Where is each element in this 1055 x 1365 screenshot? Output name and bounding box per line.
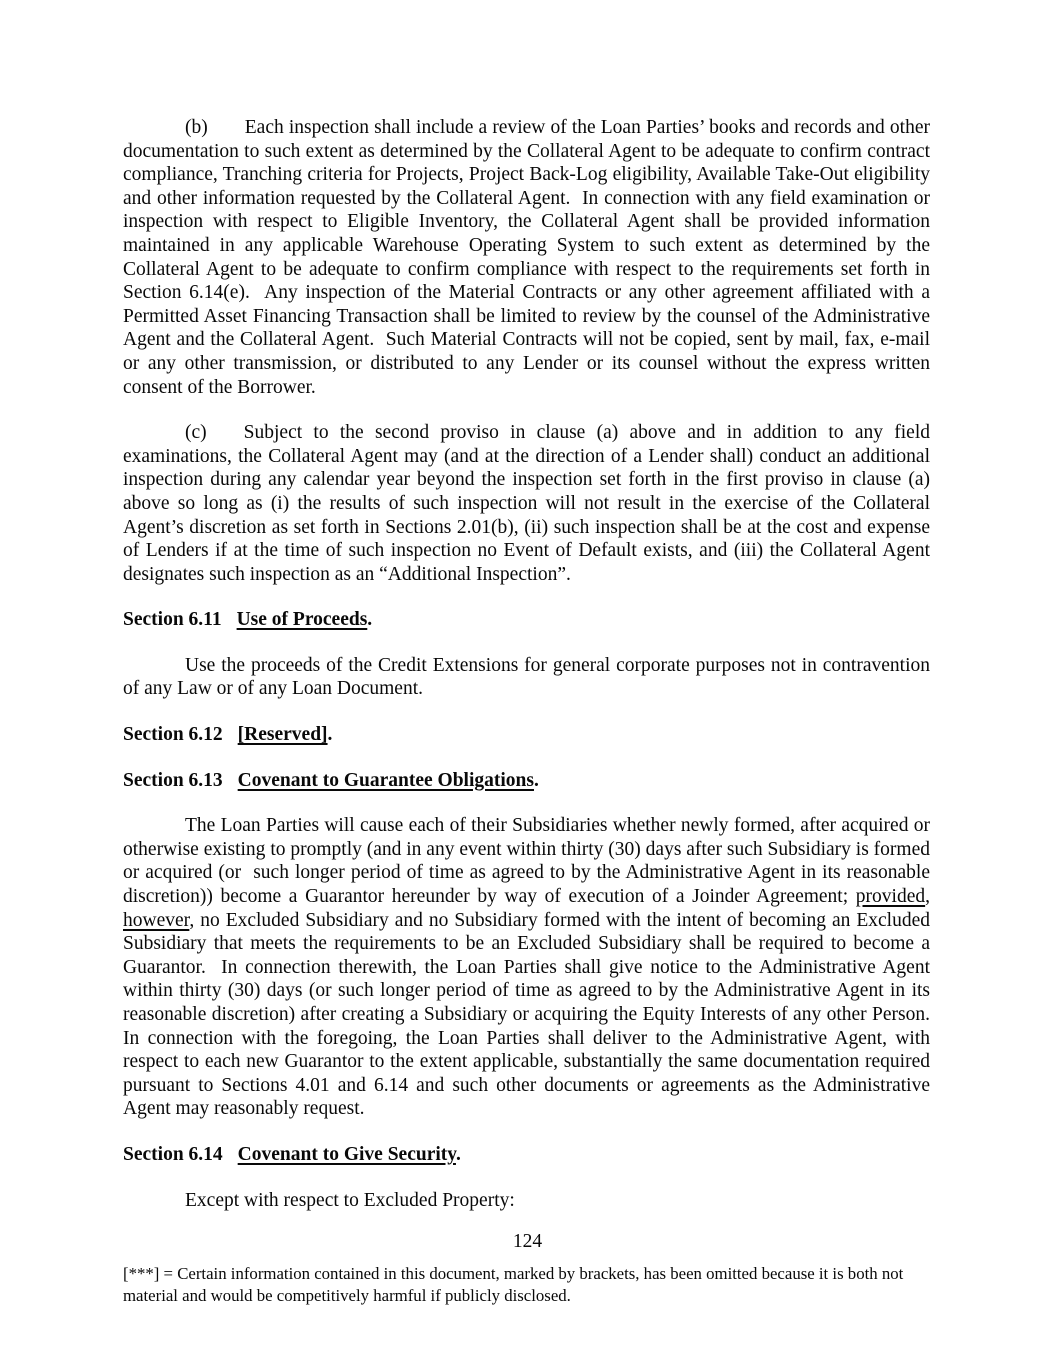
section-heading-6-13 — [123, 769, 930, 793]
paragraph-6-14 — [123, 1189, 930, 1213]
paragraph-c-text: Subject to the second proviso in clause (a) above and in addition to any field examinations, the Collateral Agent may (and at the direction of a Lender shall) conduct an additional inspection during any calendar year beyond the inspection set forth in the first proviso in clause (a) above so long as (i) the results of such inspection will not result in the exercise of the Collateral Agent’s discretion as set forth in Sections 2.01(b), (ii) such inspection shall be at the cost and expense of Lenders if at the time of such inspection no Event of Default exists, and (iii) the Collateral Agent designates such inspection as an “Additional Inspection”. — [123, 422, 935, 585]
section-title-period: . — [327, 724, 333, 746]
section-title-6-13: Covenant to Guarantee Obligations — [237, 769, 534, 791]
section-title-period: . — [367, 609, 373, 631]
section-heading-6-12 — [123, 723, 930, 747]
section-number-6-13: Section 6.13 — [123, 769, 223, 791]
section-title-period: . — [455, 1143, 461, 1165]
footnote: [***] = Certain information contained in this document, marked by brackets, has been omitted because it is both not material and would be competitively harmful if publicly disclosed. — [123, 1264, 904, 1305]
paragraph-6-11 — [123, 654, 935, 701]
paragraph-6-14-text: Except with respect to Excluded Property: — [185, 1189, 515, 1211]
underlined-term-provided: provided — [855, 886, 926, 908]
paragraph-c — [123, 421, 935, 586]
section-heading-6-11 — [123, 608, 930, 632]
section-number-6-14: Section 6.14 — [123, 1143, 223, 1165]
section-number-6-12: Section 6.12 — [123, 724, 223, 746]
paragraph-6-13-text-1: The Loan Parties will cause each of their Subsidiaries whether newly formed, after acquired or otherwise existing to promptly (and in any event within thirty (30) days after such Subsidiary is formed or acquired (or such longer period of time as agreed to by the Administrative Agent in its reasonable discretion)) become a Guarantor hereunder by way of execution of a Joinder Agreement; — [123, 815, 935, 908]
section-title-6-11: Use of Proceeds — [236, 609, 368, 631]
page-number: 124 — [512, 1231, 543, 1252]
paragraph-6-11-text: Use the proceeds of the Credit Extensions for general corporate purposes not in contravention of any Law or of any Loan Document. — [123, 654, 935, 700]
section-heading-6-14 — [123, 1143, 930, 1167]
paragraph-6-13 — [123, 814, 940, 1121]
paragraph-6-13-text-3: , no Excluded Subsidiary and no Subsidiary formed with the intent of becoming an Excluded Subsidiary that meets the requirements to be an Excluded Subsidiary shall be required to become a Guarantor. In connection therewith, the Loan Parties shall give notice to the Administrative Agent within thirty (30) days (or such longer period of time as agreed to by the Administrative Agent in its reasonable discretion) after creating a Subsidiary or acquiring the Equity Interests of any other Person. In connection with the foregoing, the Loan Parties shall deliver to the Administrative Agent, with respect to each new Guarantor to the extent applicable, substantially the same documentation required pursuant to Sections 4.01 and 6.14 and such other documents or agreements as the Administrative Agent may reasonably request. — [123, 909, 940, 1120]
section-title-6-12: [Reserved] — [237, 724, 328, 746]
section-title-period: . — [533, 769, 539, 791]
section-number-6-11: Section 6.11 — [123, 609, 222, 631]
paragraph-b — [123, 116, 935, 399]
paragraph-6-13-text-2: , — [925, 886, 935, 908]
paragraph-b-text: Each inspection shall include a review of the Loan Parties’ books and records and other documentation to such extent as determined by the Collateral Agent to be adequate to confirm contract compliance, Tranching criteria for Projects, Project Back-Log eligibility, Available Take-Out eligibility and other information requested by the Collateral Agent. In connection with any field examination or inspection with respect to Eligible Inventory, the Collateral Agent shall be provided information maintained in any applicable Warehouse Operating System to such extent as determined by the Collateral Agent to be adequate to confirm compliance with respect to the requirements set forth in Section 6.14(e). Any inspection of the Material Contracts or any other agreement affiliated with a Permitted Asset Financing Transaction shall be limited to review by the counsel of the Administrative Agent and the Collateral Agent. Such Material Contracts will not be copied, sent by mail, fax, e-mail or any other transmission, or distributed to any Lender or its counsel without the express written consent of the Borrower. — [123, 117, 935, 398]
underlined-term-however: however — [123, 909, 190, 931]
section-title-6-14: Covenant to Give Security — [237, 1143, 456, 1165]
clause-label-c: (c) — [185, 422, 207, 444]
clause-label-b: (b) — [185, 117, 208, 138]
